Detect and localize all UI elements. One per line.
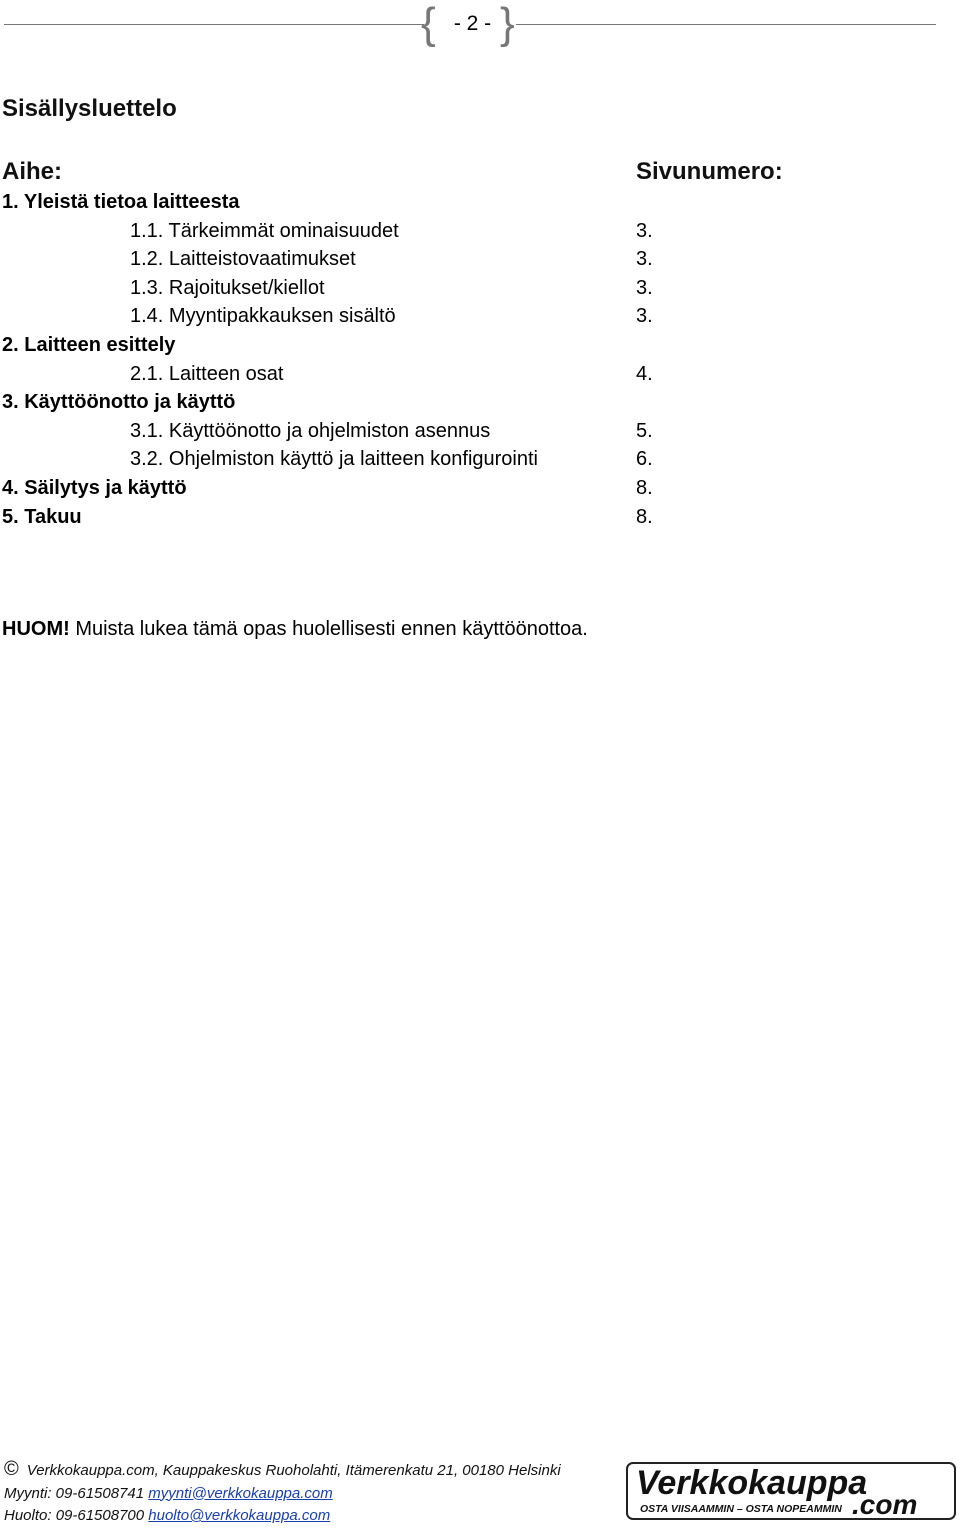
header-rule-left: [4, 24, 424, 25]
toc-entry-text: 3.1. Käyttöönotto ja ohjelmiston asennus: [130, 419, 491, 442]
toc-entry[interactable]: [0, 417, 800, 446]
header-bracket-left: {: [421, 0, 436, 48]
header-bracket-right: }: [500, 0, 515, 48]
copyright-icon: ©: [4, 1458, 19, 1480]
topic-column-header: Aihe:: [2, 158, 62, 185]
toc-entry-text: 3. Käyttöönotto ja käyttö: [2, 391, 236, 414]
notice-text: Muista lukea tämä opas huolellisesti ennen käyttöönottoa.: [69, 618, 588, 640]
table-of-contents: [0, 188, 800, 531]
logo-tagline: OSTA VIISAAMMIN – OSTA NOPEAMMIN: [640, 1503, 842, 1515]
toc-entry[interactable]: [0, 474, 800, 503]
toc-entry-text: 1. Yleistä tietoa laitteesta: [2, 191, 240, 213]
toc-entry-page: 4.: [636, 362, 653, 385]
header-rule-right: [516, 24, 936, 25]
service-email-link[interactable]: huolto@verkkokauppa.com: [148, 1507, 331, 1524]
toc-entry[interactable]: [0, 503, 800, 532]
toc-entry-text: 1.4. Myyntipakkauksen sisältö: [130, 305, 396, 328]
toc-entry-page: 8.: [636, 476, 653, 499]
toc-entry[interactable]: [0, 245, 800, 274]
toc-entry-page: 8.: [636, 505, 653, 528]
notice-label: HUOM!: [2, 618, 70, 640]
notice: [2, 618, 588, 641]
toc-entry-page: 5.: [636, 419, 653, 442]
toc-entry-page: 3.: [636, 305, 653, 328]
logo-domain: .com: [852, 1489, 918, 1520]
toc-entry[interactable]: [0, 274, 800, 303]
toc-entry[interactable]: [0, 188, 800, 217]
service-phone: Huolto: 09-61508700: [4, 1507, 149, 1524]
footer-sales: [4, 1483, 561, 1506]
sales-phone: Myynti: 09-61508741: [4, 1484, 149, 1502]
toc-entry[interactable]: [0, 302, 800, 331]
toc-entry[interactable]: [0, 445, 800, 474]
logo-wordmark: Verkkokauppa: [636, 1464, 868, 1502]
page-number: - 2 -: [453, 12, 492, 35]
footer-service: [4, 1505, 561, 1528]
toc-entry[interactable]: [0, 217, 800, 246]
footer-address-text: Verkkokauppa.com, Kauppakeskus Ruoholahti, Itämerenkatu 21, 00180 Helsinki: [26, 1462, 561, 1479]
toc-entry[interactable]: [0, 388, 800, 417]
toc-entry-text: 1.3. Rajoitukset/kiellot: [130, 276, 325, 299]
verkkokauppa-logo: [626, 1462, 956, 1520]
toc-entry-text: 1.1. Tärkeimmät ominaisuudet: [130, 219, 399, 242]
page-column-header: Sivunumero:: [636, 158, 783, 185]
toc-entry-text: 4. Säilytys ja käyttö: [2, 476, 187, 499]
toc-entry-page: 3.: [636, 248, 653, 271]
toc-entry-page: 3.: [636, 219, 653, 242]
toc-entry[interactable]: [0, 331, 800, 360]
toc-entry-text: 2. Laitteen esittely: [2, 333, 176, 356]
toc-entry-text: 3.2. Ohjelmiston käyttö ja laitteen konfigurointi: [130, 448, 538, 471]
toc-entry-text: 2.1. Laitteen osat: [130, 362, 284, 385]
toc-entry-text: 5. Takuu: [2, 505, 82, 528]
footer: [4, 1458, 561, 1528]
toc-entry-page: 6.: [636, 448, 653, 471]
toc-entry-page: 3.: [636, 276, 653, 299]
document-title: Sisällysluettelo: [2, 95, 177, 122]
footer-address: [4, 1458, 561, 1483]
toc-entry-text: 1.2. Laitteistovaatimukset: [130, 248, 356, 271]
sales-email-link[interactable]: myynti@verkkokauppa.com: [148, 1484, 333, 1502]
toc-entry[interactable]: [0, 360, 800, 389]
